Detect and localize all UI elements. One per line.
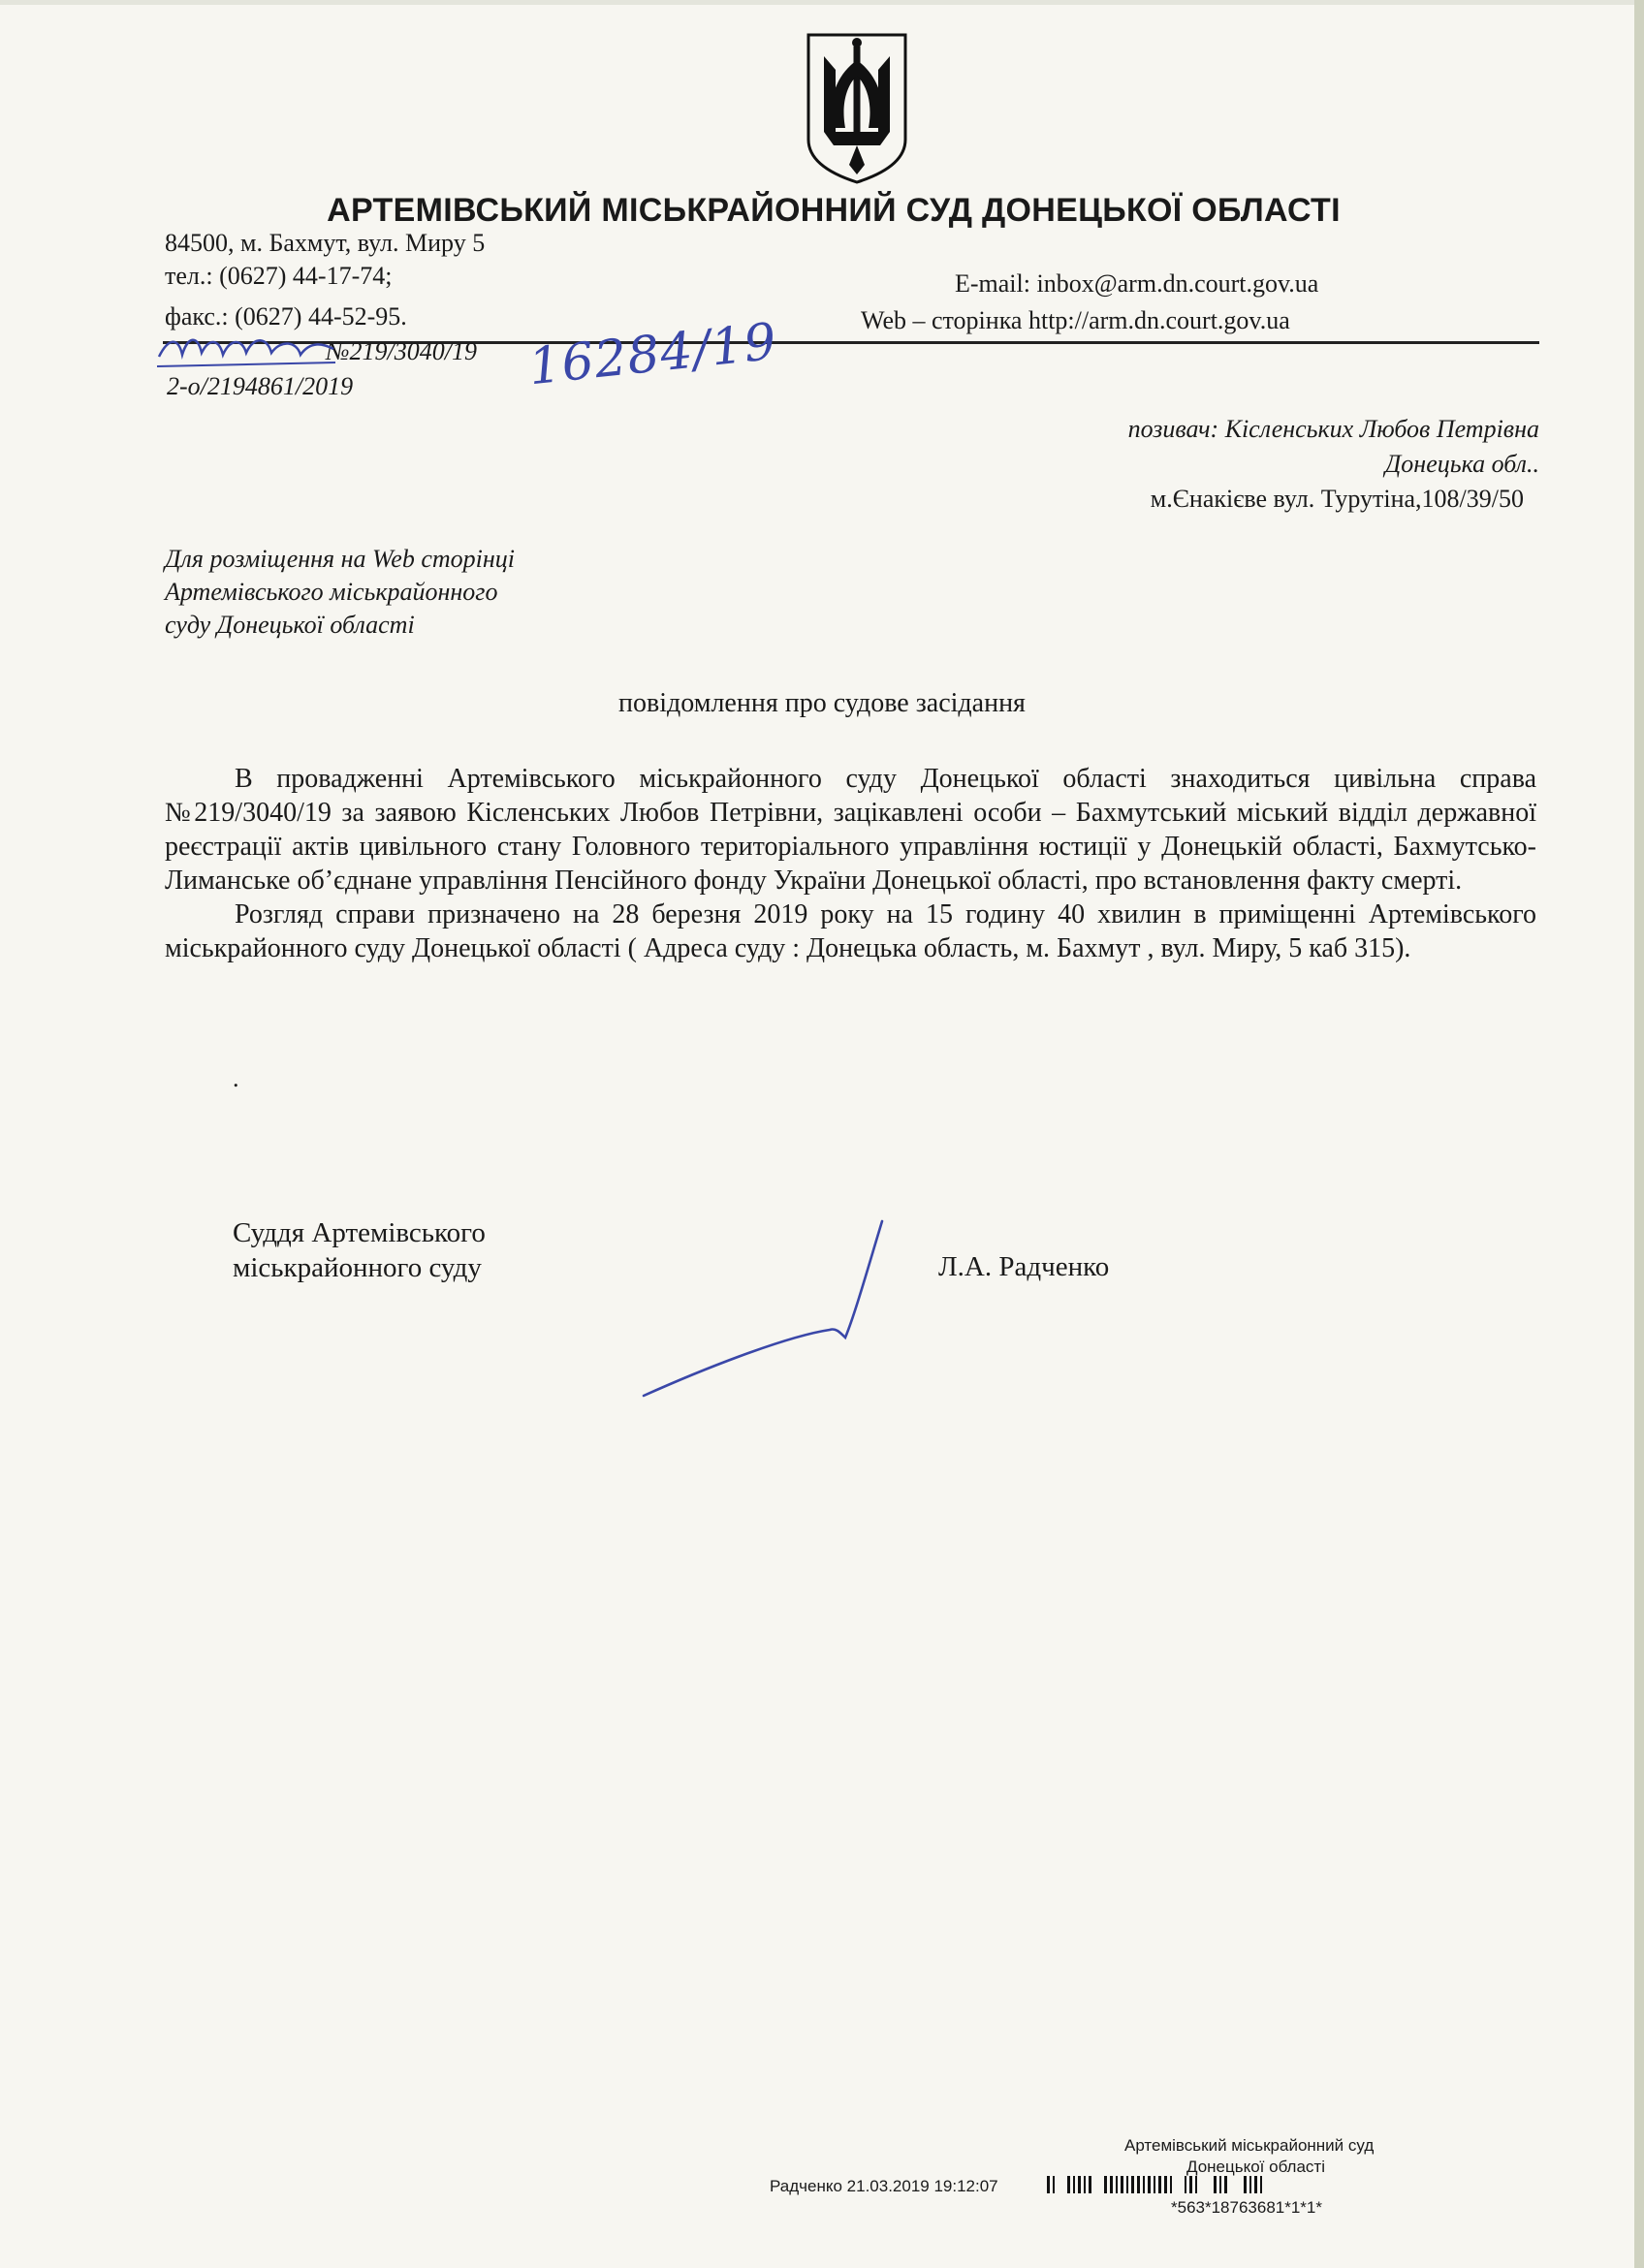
court-address: 84500, м. Бахмут, вул. Миру 5 <box>165 229 486 257</box>
court-website: Web – сторінка http://arm.dn.court.gov.ua <box>861 306 1290 334</box>
recipient-region: Донецька обл.. <box>1384 450 1539 478</box>
footer-court-line2: Донецької області <box>1186 2158 1325 2176</box>
recipient-plaintiff: позивач: Кісленських Любов Петрівна <box>1127 415 1539 443</box>
court-email: E-mail: inbox@arm.dn.court.gov.ua <box>955 269 1319 298</box>
court-name-title: АРТЕМІВСЬКИЙ МІСЬКРАЙОННИЙ СУД ДОНЕЦЬКОЇ ОБЛАСТІ <box>327 192 1341 229</box>
judge-title-line1: Суддя Артемівського <box>233 1217 486 1248</box>
notice-body <box>165 762 1536 965</box>
judge-name: Л.А. Радченко <box>938 1251 1110 1282</box>
web-note-line1: Для розміщення на Web сторінці <box>165 545 516 573</box>
court-fax: факс.: (0627) 44-52-95. <box>165 302 407 331</box>
judge-title-line2: міськрайонного суду <box>233 1252 482 1283</box>
court-phone: тел.: (0627) 44-17-74; <box>165 262 393 290</box>
footer-registration-stamp: Радченко 21.03.2019 19:12:07 <box>770 2177 998 2195</box>
web-note-line3: суду Донецької області <box>165 611 415 639</box>
notice-title: повідомлення про судове засідання <box>618 688 1026 718</box>
web-note-line2: Артемівського міськрайонного <box>165 578 498 606</box>
scan-edge-top <box>0 0 1644 5</box>
stray-dot: . <box>233 1064 239 1092</box>
body-paragraph-case: В провадженні Артемівського міськрайонного суду Донецької області знаходиться цивільна справа №219/3040/19 за заявою Кісленських Любов Петрівни, зацікавлені особи – Бахмутський міський відділ державної реєстрації актів цивільного стану Головного територіального управління юстиції у Донецькій області, Бахмутсько-Лиманське об’єднане управління Пенсійного фонду України Донецької області, про встановлення факту смерті. <box>165 764 1536 896</box>
handwritten-signature-icon <box>640 1217 892 1402</box>
proceeding-number: 2-о/2194861/2019 <box>167 372 354 400</box>
recipient-address: м.Єнакієве вул. Турутіна,108/39/50 <box>1150 485 1524 513</box>
body-paragraph-hearing: Розгляд справи призначено на 28 березня 2019 року на 15 годину 40 хвилин в приміщенні Артемівського міськрайонного суду Донецької області ( Адреса суду : Донецька область, м. Бахмут , вул. Миру, 5 каб 315). <box>165 899 1536 963</box>
coat-of-arms-icon <box>803 31 911 186</box>
handwritten-outgoing-number: 16284/19 <box>525 312 780 397</box>
judge-title <box>233 1215 486 1285</box>
case-number: №219/3040/19 <box>326 337 477 365</box>
scan-edge-right <box>1634 0 1644 2268</box>
barcode-text: *563*18763681*1*1* <box>1171 2198 1322 2217</box>
handwritten-date-scribble-icon <box>155 328 339 372</box>
registration-barcode-icon <box>1047 2174 1262 2193</box>
footer-court-line1: Артемівський міськрайонний суд <box>1124 2136 1375 2155</box>
